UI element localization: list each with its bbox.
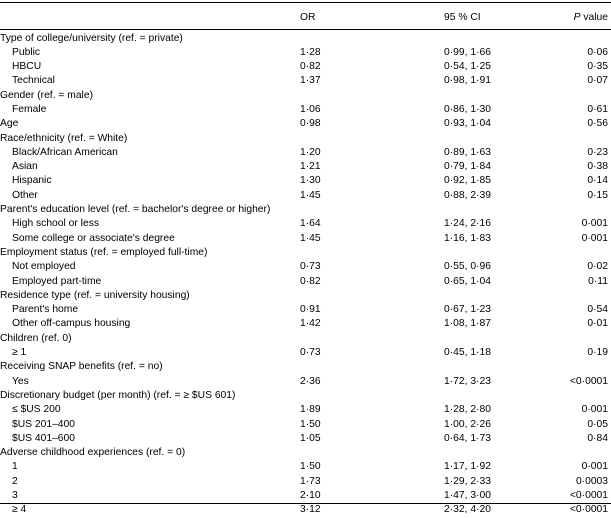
cell-p-value: 0·02	[587, 261, 608, 273]
cell-ci: 0·92, 1·85	[444, 175, 491, 187]
cell-or: 1·30	[300, 175, 321, 187]
cell-ci: 1·29, 2·33	[444, 475, 491, 487]
row-label: ≥ 1	[12, 347, 27, 359]
cell-ci: 1·00, 2·26	[444, 418, 491, 430]
cell-ci: 1·08, 1·87	[444, 318, 491, 330]
table-row	[0, 403, 611, 417]
table-row	[0, 503, 611, 517]
cell-or: 0·91	[300, 304, 321, 316]
row-label: HBCU	[12, 61, 42, 73]
table-category-row	[0, 360, 611, 374]
row-label: $US 201–400	[12, 418, 75, 430]
row-label: Other off-campus housing	[12, 318, 131, 330]
row-label: 1	[12, 461, 18, 473]
table-category-row	[0, 89, 611, 103]
cell-or: 1·28	[300, 46, 321, 58]
table-row	[0, 489, 611, 503]
row-label: Other	[12, 189, 38, 201]
header-p-italic: P	[573, 12, 581, 23]
row-label: Discretionary budget (per month) (ref. = ≥ $US 601)	[0, 389, 236, 401]
row-label: Female	[12, 103, 47, 115]
row-label: Employed part-time	[12, 275, 102, 287]
cell-p-value: 0·15	[587, 189, 608, 201]
row-label: Parent's education level (ref. = bachelor's degree or higher)	[0, 204, 271, 216]
cell-p-value: 0·14	[587, 175, 608, 187]
cell-ci: 0·55, 0·96	[444, 261, 491, 273]
row-label: Public	[12, 46, 41, 58]
cell-ci: 0·88, 2·39	[444, 189, 491, 201]
cell-or: 1·20	[300, 146, 321, 158]
table-category-row	[0, 117, 611, 131]
cell-or: 0·98	[300, 118, 321, 130]
table-row	[0, 74, 611, 88]
cell-or: 1·50	[300, 461, 321, 473]
cell-ci: 1·24, 2·16	[444, 218, 491, 230]
cell-or: 1·21	[300, 161, 321, 173]
table-row	[0, 146, 611, 160]
cell-or: 0·82	[300, 275, 321, 287]
cell-or: 1·64	[300, 218, 321, 230]
row-label: Age	[0, 118, 19, 130]
row-label: Black/African American	[12, 146, 118, 158]
table-row	[0, 346, 611, 360]
table-top-rule	[0, 2, 611, 3]
cell-ci: 0·67, 1·23	[444, 304, 491, 316]
table-row	[0, 174, 611, 188]
cell-ci: 0·79, 1·84	[444, 161, 491, 173]
table-row	[0, 103, 611, 117]
table-row	[0, 232, 611, 246]
cell-ci: 0·99, 1·66	[444, 46, 491, 58]
cell-or: 3·12	[300, 504, 321, 516]
table-row	[0, 418, 611, 432]
cell-p-value: 0·05	[587, 418, 608, 430]
cell-or: 0·82	[300, 61, 321, 73]
cell-ci: 1·72, 3·23	[444, 375, 491, 387]
cell-ci: 1·17, 1·92	[444, 461, 491, 473]
row-label: Technical	[12, 75, 55, 87]
cell-ci: 0·54, 1·25	[444, 61, 491, 73]
table-category-row	[0, 32, 611, 46]
table-row	[0, 460, 611, 474]
row-label: Employment status (ref. = employed full-time)	[0, 246, 208, 258]
cell-or: 1·45	[300, 232, 321, 244]
row-label: Children (ref. 0)	[0, 332, 72, 344]
row-label: $US 401–600	[12, 432, 75, 444]
cell-or: 1·42	[300, 318, 321, 330]
row-label: Gender (ref. = male)	[0, 89, 93, 101]
cell-p-value: 0·11	[588, 275, 608, 287]
cell-p-value: 0·23	[587, 146, 608, 158]
cell-p-value: 0·001	[581, 404, 608, 416]
cell-or: 1·50	[300, 418, 321, 430]
table-category-row	[0, 332, 611, 346]
cell-p-value: 0·001	[581, 232, 608, 244]
row-label: ≤ $US 200	[12, 404, 61, 416]
cell-p-value: 0·0003	[575, 475, 608, 487]
table-row	[0, 46, 611, 60]
cell-ci: 1·47, 3·00	[444, 490, 491, 501]
table-row	[0, 275, 611, 289]
table-row	[0, 303, 611, 317]
table-category-row	[0, 203, 611, 217]
cell-ci: 0·45, 1·18	[444, 347, 491, 359]
cell-or: 1·73	[300, 475, 321, 487]
cell-ci: 0·89, 1·63	[444, 146, 491, 158]
row-label: Asian	[12, 161, 38, 173]
table-row	[0, 432, 611, 446]
table-category-row	[0, 389, 611, 403]
cell-p-value: 0·61	[587, 103, 608, 115]
row-label: Hispanic	[12, 175, 52, 187]
cell-ci: 0·64, 1·73	[444, 432, 491, 444]
cell-ci: 0·65, 1·04	[444, 275, 491, 287]
table-row	[0, 375, 611, 389]
cell-p-value: 0·38	[587, 161, 608, 173]
table-row	[0, 317, 611, 331]
row-label: High school or less	[12, 218, 99, 230]
cell-p-value: 0·001	[581, 461, 608, 473]
row-label: 2	[12, 475, 18, 487]
cell-or: 0·73	[300, 261, 321, 273]
table-bottom-rule	[0, 503, 611, 504]
table-category-row	[0, 289, 611, 303]
cell-or: 1·05	[300, 432, 321, 444]
row-label: Some college or associate's degree	[12, 232, 175, 244]
cell-or: 1·06	[300, 103, 321, 115]
cell-or: 2·10	[300, 490, 321, 501]
cell-or: 1·89	[300, 404, 321, 416]
cell-or: 1·45	[300, 189, 321, 201]
cell-p-value: <0·0001	[569, 490, 608, 501]
cell-ci: 0·98, 1·91	[444, 75, 491, 87]
cell-p-value: 0·07	[587, 75, 608, 87]
table-row	[0, 260, 611, 274]
header-ci: 95 % CI	[444, 12, 481, 23]
cell-p-value: <0·0001	[569, 504, 608, 516]
row-label: Parent's home	[12, 304, 79, 316]
cell-p-value: 0·06	[587, 46, 608, 58]
row-label: Receiving SNAP benefits (ref. = no)	[0, 361, 163, 373]
row-label: Residence type (ref. = university housing)	[0, 289, 190, 301]
header-or: OR	[300, 12, 316, 23]
cell-ci: 2·32, 4·20	[444, 504, 491, 516]
table-category-row	[0, 246, 611, 260]
table-row	[0, 60, 611, 74]
cell-ci: 0·86, 1·30	[444, 103, 491, 115]
row-label: Not employed	[12, 261, 76, 273]
table-row	[0, 160, 611, 174]
header-p-rest: value	[580, 12, 608, 23]
cell-ci: 1·28, 2·80	[444, 404, 491, 416]
cell-p-value: <0·0001	[569, 375, 608, 387]
cell-p-value: 0·84	[587, 432, 608, 444]
cell-ci: 1·16, 1·83	[444, 232, 491, 244]
table-header-rule	[0, 29, 611, 30]
table-category-row	[0, 132, 611, 146]
table-body	[0, 32, 611, 518]
table-row	[0, 475, 611, 489]
cell-p-value: 0·35	[587, 61, 608, 73]
table-row	[0, 189, 611, 203]
cell-p-value: 0·56	[587, 118, 608, 130]
cell-p-value: 0·001	[581, 218, 608, 230]
cell-or: 0·73	[300, 347, 321, 359]
cell-ci: 0·93, 1·04	[444, 118, 491, 130]
row-label: Race/ethnicity (ref. = White)	[0, 132, 128, 144]
cell-p-value: 0·19	[587, 347, 608, 359]
row-label: Type of college/university (ref. = private)	[0, 32, 183, 44]
cell-or: 1·37	[300, 75, 321, 87]
row-label: 3	[12, 490, 18, 501]
row-label: ≥ 4	[12, 504, 27, 516]
table-row	[0, 217, 611, 231]
row-label: Adverse childhood experiences (ref. = 0)	[0, 447, 186, 459]
header-p-value	[574, 11, 608, 24]
cell-or: 2·36	[300, 375, 321, 387]
row-label: Yes	[12, 375, 29, 387]
table-category-row	[0, 446, 611, 460]
cell-p-value: 0·01	[587, 318, 608, 330]
cell-p-value: 0·54	[587, 304, 608, 316]
